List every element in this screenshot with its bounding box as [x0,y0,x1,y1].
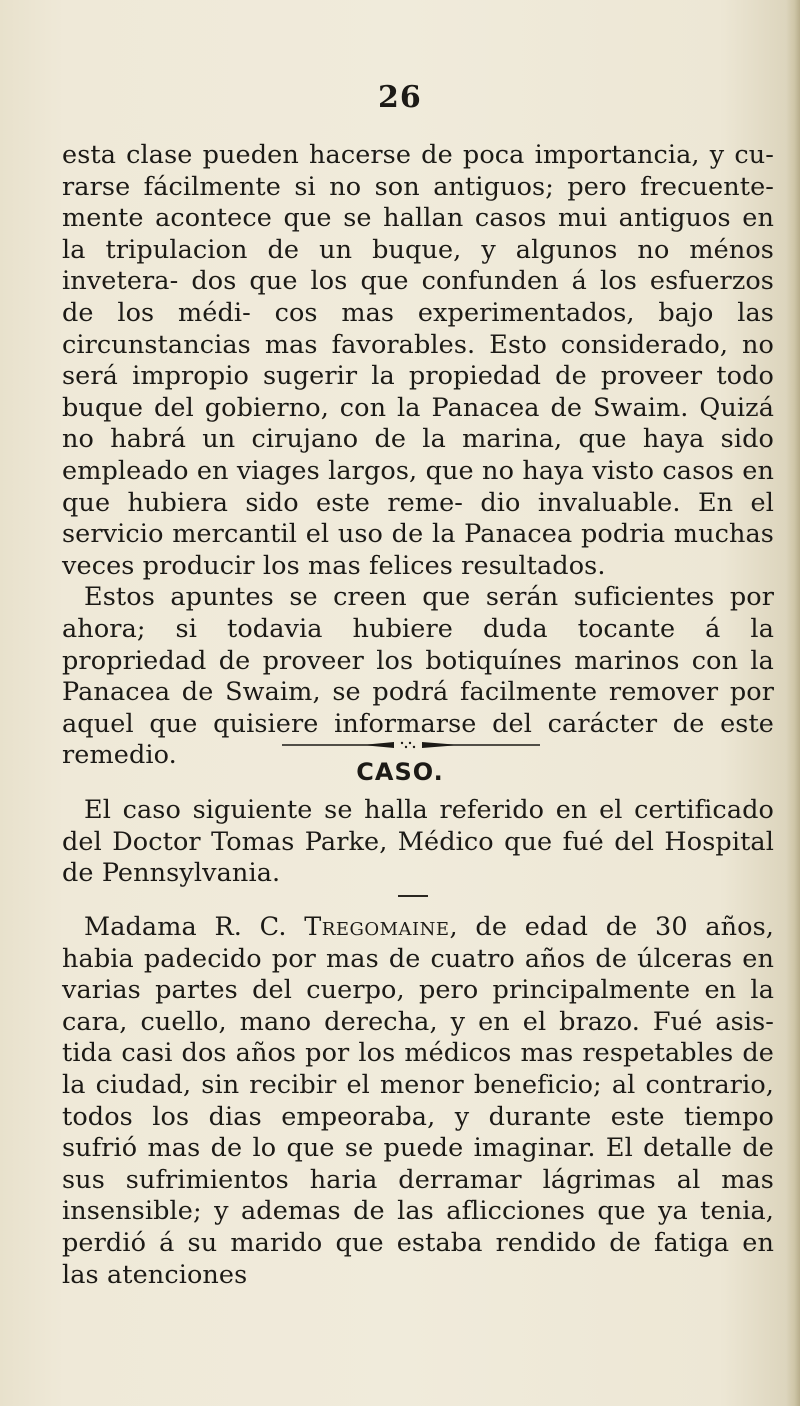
paragraph: El caso siguiente se halla referido en el certificado del Doctor Tomas Parke, Médico que fué del Hospital de Pennsylvania. [62,795,774,889]
page-edge [786,0,800,1406]
short-rule [398,895,428,897]
page-number: 26 [378,80,422,115]
paragraph: esta clase pueden hacerse de poca importancia, y cu- rarse fácilmente si no son antiguos; pero frecuente- mente acontece que se hallan casos mui antiguos en la tripulacion de un buque, y algunos no ménos invetera- dos que los que confunden á los esfuerzos de los médi- cos mas experimentados, bajo las circunstancias mas favorables. Esto considerado, no será impropio sugerir la propiedad de proveer todo buque del gobierno, con la Panacea de Swaim. Quizá no habrá un cirujano de la marina, que haya sido empleado en viages largos, que no haya visto casos en que hubiera sido este reme- dio invaluable. En el servicio mercantil el uso de la Panacea podria muchas veces producir los mas felices resultados. [62,140,774,581]
case-intro-text [62,795,774,890]
case-body-rest: , de edad de 30 años, habia padecido por mas de cuatro años de úlceras en varias partes del cuerpo, pero principalmente en la cara, cuello, mano derecha, y en el brazo. Fué asis- tida casi dos años por los médicos mas respetables de la ciudad, sin recibir el menor beneficio; al contrario, todos los dias empeoraba, y durante este tiempo sufrió mas de lo que se puede imaginar. El detalle de sus sufrimientos haria derramar lágrimas al mas insensible; y ademas de las aflicciones que ya tenia, perdió á su marido que estaba rendido de fatiga en las atenciones [62,912,775,1290]
paragraph: Estos apuntes se creen que serán suficientes por ahora; si todavia hubiere duda tocante á la propriedad de proveer los botiquínes marinos con la Panacea de Swaim, se podrá facilmente remover por aquel que quisiere informarse del carácter de este remedio. [62,582,774,771]
case-heading: CASO. [356,758,444,786]
patient-name: Tregomaine [304,912,450,942]
paragraph [62,912,774,1291]
opening-text [62,140,774,772]
case-body-text [62,912,774,1291]
case-body-prefix: Madama R. C. [84,912,305,942]
ornamental-divider-icon [282,738,540,752]
